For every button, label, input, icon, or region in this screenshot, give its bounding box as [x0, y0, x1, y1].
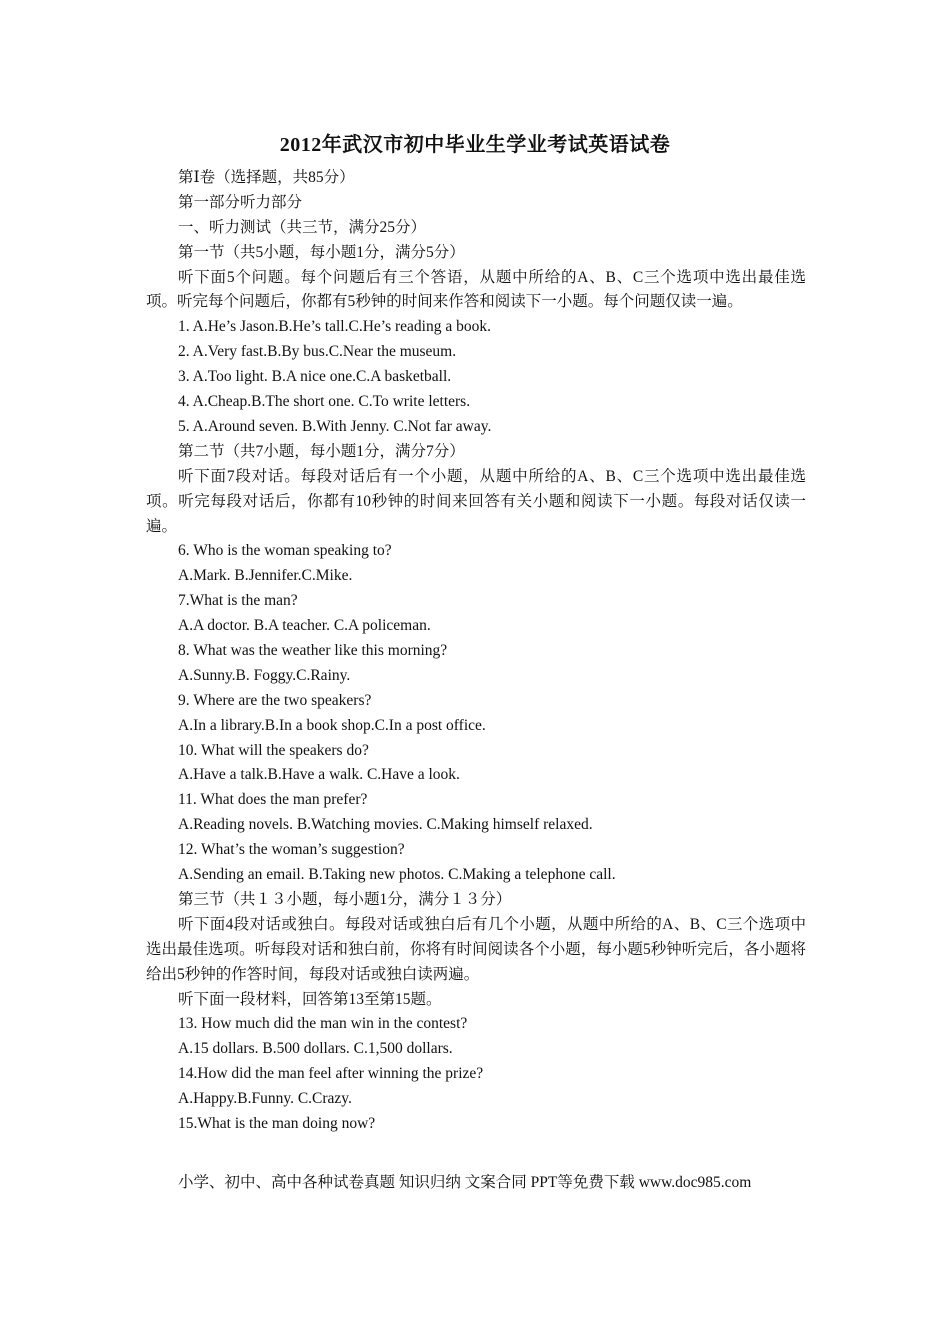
page-title: 2012年武汉市初中毕业生学业考试英语试卷: [279, 134, 671, 156]
text-line: A.Happy.B.Funny. C.Crazy.: [178, 1090, 352, 1108]
text-line: 9. Where are the two speakers?: [178, 691, 372, 709]
text-line: 6. Who is the woman speaking to?: [178, 542, 392, 560]
text-line: 第一节（共5小题，每小题1分，满分5分）: [178, 243, 465, 261]
text-line: 第二节（共7小题，每小题1分，满分7分）: [178, 442, 465, 460]
text-line: 7.What is the man?: [178, 592, 298, 610]
text-line: 15.What is the man doing now?: [178, 1114, 376, 1132]
text-line: 1. A.He’s Jason.B.He’s tall.C.He’s reading a book.: [178, 318, 491, 336]
text-line: 3. A.Too light. B.A nice one.C.A basketball.: [178, 368, 452, 386]
page-footer: 小学、初中、高中各种试卷真题 知识归纳 文案合同 PPT等免费下载 www.doc985.com: [178, 1174, 752, 1191]
text-line: 10. What will the speakers do?: [178, 741, 369, 759]
text-line: 4. A.Cheap.B.The short one. C.To write letters.: [178, 393, 471, 411]
text-line: 14.How did the man feel after winning the prize?: [178, 1065, 484, 1083]
text-line: 11. What does the man prefer?: [178, 791, 368, 809]
text-line: A.Have a talk.B.Have a walk. C.Have a look.: [178, 766, 460, 784]
text-line: 12. What’s the woman’s suggestion?: [178, 841, 405, 859]
text-line: A.Mark. B.Jennifer.C.Mike.: [178, 567, 353, 585]
text-line: A.A doctor. B.A teacher. C.A policeman.: [178, 617, 431, 635]
text-line: 8. What was the weather like this morning?: [178, 642, 448, 659]
text-line: A.Sending an email. B.Taking new photos. C.Making a telephone call.: [178, 866, 616, 884]
text-line: A.15 dollars. B.500 dollars. C.1,500 dollars.: [178, 1040, 453, 1058]
text-line: 5. A.Around seven. B.With Jenny. C.Not far away.: [178, 417, 492, 435]
text-line: 一、听力测试（共三节，满分25分）: [178, 218, 427, 236]
instruction-paragraph: 听下面5个问题。每个问题后有三个答语，从题中所给的A、B、C三个选项中选出最佳选项。听完每个问题后，你都有5秒钟的时间来作答和阅读下一小题。每个问题仅读一遍。: [146, 268, 806, 311]
document-body: [146, 166, 806, 1137]
instruction-paragraph: 听下面4段对话或独白。每段对话或独白后有几个小题，从题中所给的A、B、C三个选项中选出最佳选项。听每段对话和独白前，你将有时间阅读各个小题，每小题5秒钟听完后，各小题将给出5秒钟的作答时间，每段对话或独白读两遍。: [146, 915, 806, 983]
instruction-paragraph: 听下面7段对话。每段对话后有一个小题，从题中所给的A、B、C三个选项中选出最佳选项。听完每段对话后，你都有10秒钟的时间来回答有关小题和阅读下一小题。每段对话仅读一遍。: [146, 467, 806, 535]
text-line: 第一部分听力部分: [178, 193, 303, 211]
text-line: 13. How much did the man win in the contest?: [178, 1015, 468, 1033]
text-line: A.Sunny.B. Foggy.C.Rainy.: [178, 666, 351, 684]
text-line: 第Ⅰ卷（选择题，共85分）: [178, 169, 355, 186]
text-line: 2. A.Very fast.B.By bus.C.Near the museum.: [178, 343, 457, 361]
text-line: 听下面一段材料，回答第13至第15题。: [178, 990, 442, 1008]
text-line: A.In a library.B.In a book shop.C.In a post office.: [178, 716, 486, 734]
text-line: A.Reading novels. B.Watching movies. C.Making himself relaxed.: [178, 816, 593, 834]
text-line: 第三节（共１３小题，每小题1分，满分１３分）: [178, 890, 512, 908]
